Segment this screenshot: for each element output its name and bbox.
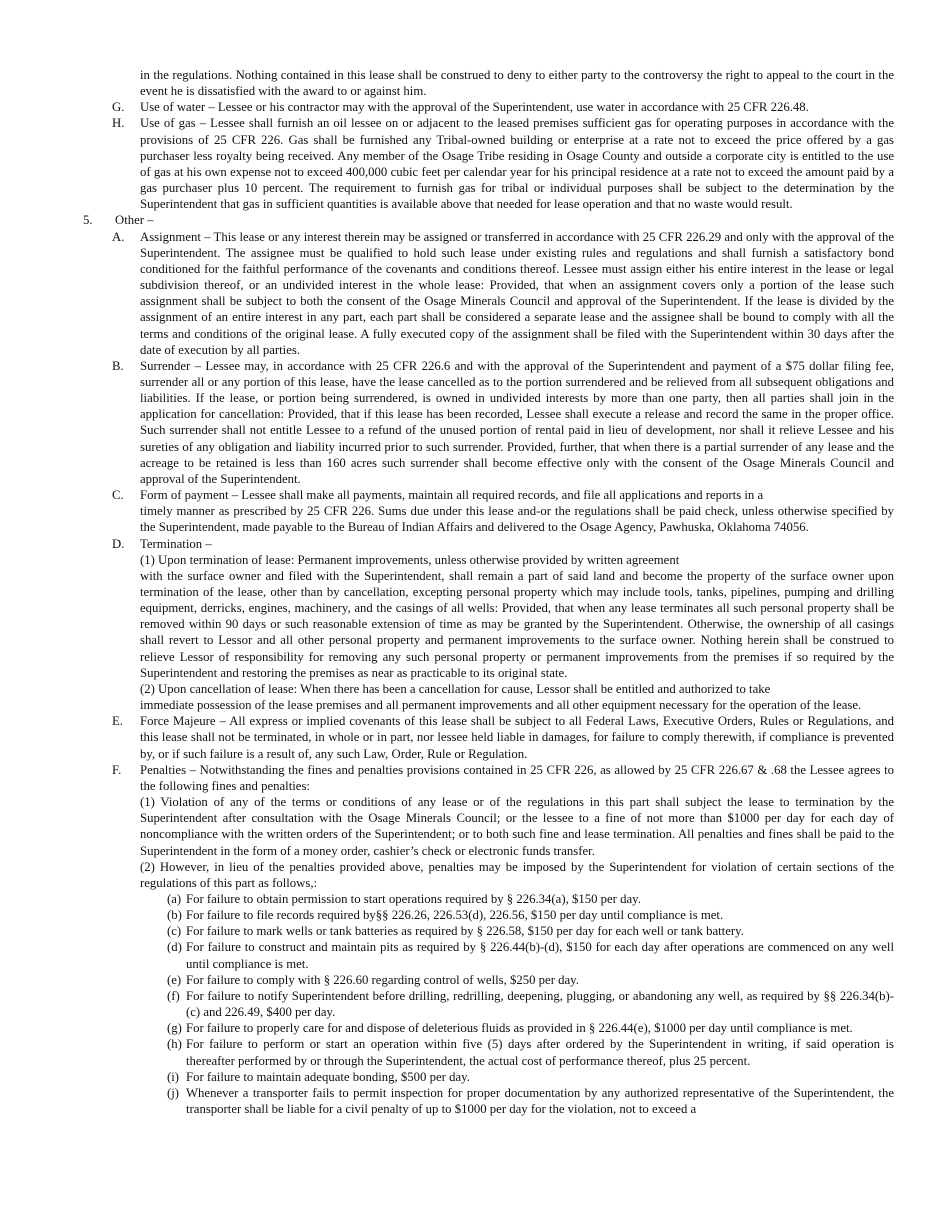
penalty-2-text: (2) However, in lieu of the penalties provided above, penalties may be imposed by the Superintendent for violation of certain sections of the regulations of this part as follows,: [140,859,894,890]
list-item [83,972,894,988]
termination-1-first-line: (1) Upon termination of lease: Permanent improvements, unless otherwise provided by written agreement [140,552,680,567]
item-label: (f) [167,988,180,1003]
item-label: (c) [167,924,182,939]
clause-a-assignment [83,229,894,358]
item-text: For failure to maintain adequate bonding, $500 per day. [186,1069,470,1084]
item-text: For failure to properly care for and dispose of deleterious fluids as provided in § 226.44(e), $1000 per day until compliance is met. [186,1021,853,1036]
item-text: For failure to construct and maintain pits as required by § 226.44(b)-(d), $150 for each day after operations are commenced on any well until compliance is met. [186,940,894,971]
item-text: Whenever a transporter fails to permit inspection for proper documentation by any authorized representative of the Superintendent, the transporter shall be liable for a civil penalty of up to $1000 per day for the violation, not to exceed a [186,1085,894,1116]
list-item [83,1069,894,1085]
section-5-heading [83,212,894,228]
item-label: (d) [167,940,182,955]
list-item [83,1020,894,1036]
termination-1-text: with the surface owner and filed with the Superintendent, shall remain a part of said land and become the property of the surface owner upon termination of the lease, other than by cancellation, excepting personal property which may include tools, tanks, pipelines, pumping and drilling equipment, derricks, engines, machinery, and the casings of all wells: Provided, that when any lease terminates all such personal property shall be removed within 90 days or such reasonable extension of time as may be granted by the Superintendent. Otherwise, the ownership of all casings shall revert to Lessor and all other personal property and permanent improvements to the surface owner. Nothing herein shall be construed to relieve Lessor of responsibility for removing any such personal property or permanent improvements from the premises if so required by the Superintendent and restoring the premises as near as practicable to its original state. [140,568,894,680]
clause-e-force-majeure [83,713,894,761]
clause-title: Termination – [140,536,212,551]
section-title: Other – [115,213,154,228]
clause-g [83,99,894,115]
penalty-schedule-list [83,891,894,1117]
item-text: For failure to comply with § 226.60 regarding control of wells, $250 per day. [186,972,579,987]
clause-text: Penalties – Notwithstanding the fines and penalties provisions contained in 25 CFR 226, as allowed by 25 CFR 226.67 & .68 the Lessee agrees to the following fines and penalties: [140,762,894,793]
item-text: For failure to obtain permission to start operations required by § 226.34(a), $150 per day. [186,891,641,906]
item-label: (i) [167,1069,180,1084]
list-item [83,939,894,971]
clause-label: C. [112,488,124,503]
termination-2-first-line: (2) Upon cancellation of lease: When there has been a cancellation for cause, Lessor shall be entitled and authorized to take [140,681,771,696]
list-item [83,907,894,923]
clause-text: Use of water – Lessee or his contractor may with the approval of the Superintendent, use water in accordance with 25 CFR 226.48. [140,100,809,115]
paragraph-continued: in the regulations. Nothing contained in this lease shall be construed to deny to either party to the controversy the right to appeal to the court in the event he is dissatisfied with the award to or against him. [140,68,894,99]
clause-f-penalties [83,762,894,891]
penalty-1-text: (1) Violation of any of the terms or conditions of any lease or of the regulations in this part shall subject the lease to termination by the Superintendent after consultation with the Osage Minerals Council; or the lessee to a fine of not more than $1000 per day for each day of noncompliance with the written orders of the Superintendent; or to both such fine and lease termination. All penalties and fines shall be paid to the Superintendent in the form of a money order, cashier’s check or electronic funds transfer. [140,795,894,858]
clause-b-surrender [83,358,894,487]
list-item [83,1036,894,1068]
item-label: (g) [167,1021,182,1036]
clause-label: B. [112,358,124,373]
clause-first-line: Form of payment – Lessee shall make all payments, maintain all required records, and file all applications and reports in a [140,488,764,503]
list-item [83,923,894,939]
clause-label: E. [112,714,123,729]
clause-label: G. [112,100,125,115]
item-label: (b) [167,908,182,923]
item-label: (h) [167,1037,182,1052]
clause-label: D. [112,536,125,551]
clause-label: H. [112,116,125,131]
list-item [83,1085,894,1117]
clause-label: F. [112,762,122,777]
clause-text: Force Majeure – All express or implied covenants of this lease shall be subject to all Federal Laws, Executive Orders, Rules or Regulations, and this lease shall not be terminated, in whole or in part, nor lessee held liable in damages, for failure to comply therewith, if compliance is prevented by, or if such failure is a result of, any such Law, Order, Rule or Regulation. [140,714,894,761]
clause-text: Assignment – This lease or any interest therein may be assigned or transferred in accordance with 25 CFR 226.29 and only with the approval of the Superintendent. The assignee must be qualified to hold such lease under existing rules and regulations and shall furnish a satisfactory bond conditioned for the faithful performance of the covenants and conditions thereof. Lessee must assign either his entire interest in the lease or legal subdivision thereof, or an undivided interest in the whole lease: Provided, that when an assignment covers only a portion of the lease such assignment shall be subject to both the consent of the Osage Minerals Council and approval of the Superintendent. If the lease is divided by the assignment of an entire interest in any part, each part shall be considered a separate lease and the assignee shall be bound to comply with all the terms and conditions of the original lease. A fully executed copy of the assignment shall be filed with the Superintendent within 30 days after the date of execution by all parties. [140,229,894,357]
clause-c-form-of-payment [83,487,894,535]
clause-d-termination [83,536,894,714]
section-number: 5. [83,213,93,228]
list-item [83,988,894,1020]
item-label: (a) [167,891,182,906]
clause-text: timely manner as prescribed by 25 CFR 226. Sums due under this lease and-or the regulations shall be paid check, unless otherwise specified by the Superintendent, made payable to the Bureau of Indian Affairs and delivered to the Osage Agency, Pawhuska, Oklahoma 74056. [140,504,894,535]
list-item [83,891,894,907]
item-label: (e) [167,972,182,987]
clause-h [83,115,894,212]
item-text: For failure to notify Superintendent before drilling, redrilling, deepening, plugging, or abandoning any well, as required by §§ 226.34(b)-(c) and 226.49, $400 per day. [186,988,894,1020]
item-text: For failure to perform or start an operation within five (5) days after ordered by the Superintendent in writing, if said operation is thereafter performed by or through the Superintendent, the actual cost of performance thereof, plus 25 percent. [186,1037,894,1068]
clause-text: Surrender – Lessee may, in accordance with 25 CFR 226.6 and with the approval of the Superintendent and payment of a $75 dollar filing fee, surrender all or any portion of this lease, have the lease cancelled as to the portion surrendered and be relieved from all subsequent obligations and liabilities. If the lease, or portion being surrendered, is owned in undivided interests by more than one party, then all parties shall join in the application for cancellation: Provided, that if this lease has been recorded, Lessee shall execute a release and record the same in the proper office. Such surrender shall not entitle Lessee to a refund of the unused portion of rental paid in lieu of development, nor shall it relieve Lessee and his sureties of any obligation and liability incurred prior to such surrender. Provided, further, that when there is a partial surrender of any lease and the acreage to be retained is less than 160 acres such surrender shall become effective only with the consent of the Osage Minerals Council and approval of the Superintendent. [140,358,894,486]
item-text: For failure to mark wells or tank batteries as required by § 226.58, $150 per day for each well or tank battery. [186,924,744,939]
clause-label: A. [112,229,125,244]
clause-text: Use of gas – Lessee shall furnish an oil lessee on or adjacent to the leased premises sufficient gas for operating purposes in accordance with the provisions of 25 CFR 226. Gas shall be furnished any Tribal-owned building or enterprise at a rate not to exceed the price offered by a gas purchaser less royalty being received. Any member of the Osage Tribe residing in Osage County and outside a corporate city is entitled to the use of gas at his own expense not to exceed 400,000 cubic feet per calendar year for his principal residence at a rate not to exceed the amount paid by a gas purchaser plus 10 percent. The requirement to furnish gas for tribal or individual purposes shall be subject to the determination by the Superintendent that gas in sufficient quantities is available above that needed for lease operation and that no waste would result. [140,116,894,212]
item-label: (j) [167,1085,180,1100]
item-text: For failure to file records required by§§ 226.26, 226.53(d), 226.56, $150 per day until compliance is met. [186,908,724,923]
termination-2-text: immediate possession of the lease premises and all permanent improvements and all other equipment necessary for the operation of the lease. [140,698,862,713]
